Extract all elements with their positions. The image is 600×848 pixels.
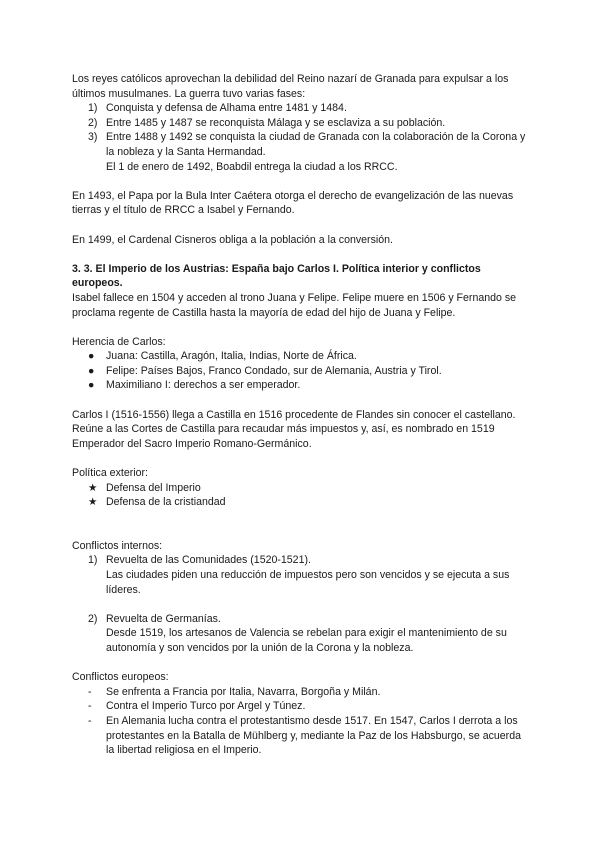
cisneros-paragraph: En 1499, el Cardenal Cisneros obliga a la población a la conversión. — [72, 233, 393, 246]
list-item — [72, 495, 528, 510]
list-text: Las ciudades piden una reducción de impuestos pero son vencidos y se ejecuta a sus líderes. — [106, 569, 510, 596]
list-item — [72, 685, 528, 700]
bullet-icon: ● — [88, 364, 95, 377]
list-text: Defensa del Imperio — [106, 481, 201, 494]
list-marker: 2) — [88, 612, 98, 625]
herencia-title: Herencia de Carlos: — [72, 335, 166, 348]
herencia-list — [72, 349, 528, 393]
list-text: En Alemania lucha contra el protestantismo desde 1517. En 1547, Carlos I derrota a los protestantes en la Batalla de Mühlberg y, mediante la Paz de los Habsburgo, se acuerda la libertad religiosa en el Imperio. — [106, 714, 521, 757]
star-icon: ★ — [88, 481, 98, 494]
internos-title: Conflictos internos: — [72, 539, 163, 552]
list-item — [72, 699, 528, 714]
list-title: Revuelta de las Comunidades (1520-1521). — [106, 554, 311, 567]
list-item — [72, 101, 528, 116]
bullet-icon: ● — [88, 379, 95, 392]
list-text: Felipe: Países Bajos, Franco Condado, sur de Alemania, Austria y Tirol. — [106, 364, 442, 377]
list-extra: El 1 de enero de 1492, Boabdil entrega la ciudad a los RRCC. — [106, 160, 398, 173]
list-item — [72, 116, 528, 131]
dash-icon: - — [88, 714, 92, 727]
list-text: Conquista y defensa de Alhama entre 1481 y 1484. — [106, 102, 347, 115]
list-text: Entre 1488 y 1492 se conquista la ciudad de Granada con la colaboración de la Corona y la nobleza y la Santa Hermandad. — [106, 131, 526, 158]
list-item — [72, 378, 528, 393]
list-marker: 1) — [88, 554, 98, 567]
list-text: Contra el Imperio Turco por Argel y Túnez. — [106, 700, 306, 713]
section-paragraph: Isabel fallece en 1504 y acceden al trono Juana y Felipe. Felipe muere en 1506 y Fernando se proclama regente de Castilla hasta la mayoría de edad del hijo de Juana y Felipe. — [72, 291, 517, 319]
section-heading: 3. 3. El Imperio de los Austrias: España bajo Carlos I. Política interior y conflictos europeos. — [72, 262, 481, 290]
phases-list — [72, 101, 528, 174]
list-text: Defensa de la cristiandad — [106, 496, 226, 509]
list-item — [72, 612, 528, 656]
list-item — [72, 349, 528, 364]
carlos-paragraph: Carlos I (1516-1556) llega a Castilla en 1516 procedente de Flandes sin conocer el castellano. Reúne a las Cortes de Castilla para recaudar más impuestos y, así, es nombrado en 1519 Emperador del Sacro Imperio Romano-Germánico. — [72, 408, 516, 450]
list-title: Revuelta de Germanías. — [106, 612, 221, 625]
bullet-icon: ● — [88, 350, 95, 363]
list-item — [72, 130, 528, 174]
exterior-list — [72, 481, 528, 510]
list-item — [72, 481, 528, 496]
internos-list — [72, 553, 528, 597]
list-text: Maximiliano I: derechos a ser emperador. — [106, 379, 301, 392]
dash-icon: - — [88, 685, 92, 698]
list-text: Juana: Castilla, Aragón, Italia, Indias, Norte de África. — [106, 350, 357, 363]
list-item — [72, 364, 528, 379]
dash-icon: - — [88, 700, 92, 713]
europeos-title: Conflictos europeos: — [72, 671, 169, 684]
internos-list-2 — [72, 612, 528, 656]
exterior-title: Política exterior: — [72, 467, 148, 480]
document-page — [72, 72, 528, 758]
list-item — [72, 714, 528, 758]
bula-paragraph: En 1493, el Papa por la Bula Inter Caétera otorga el derecho de evangelización de las nuevas tierras y el título de RRCC a Isabel y Fernando. — [72, 189, 514, 217]
star-icon: ★ — [88, 496, 98, 509]
list-marker: 3) — [88, 131, 98, 144]
list-marker: 2) — [88, 116, 98, 129]
list-text: Se enfrenta a Francia por Italia, Navarra, Borgoña y Milán. — [106, 685, 381, 698]
list-text: Entre 1485 y 1487 se reconquista Málaga y se esclaviza a su población. — [106, 116, 446, 129]
europeos-list — [72, 685, 528, 758]
list-marker: 1) — [88, 102, 98, 115]
list-item — [72, 553, 528, 597]
intro-paragraph: Los reyes católicos aprovechan la debilidad del Reino nazarí de Granada para expulsar a los últimos musulmanes. La guerra tuvo varias fases: — [72, 73, 509, 100]
list-text: Desde 1519, los artesanos de Valencia se rebelan para exigir el mantenimiento de su autonomía y son vencidos por la unión de la Corona y la nobleza. — [106, 627, 507, 654]
